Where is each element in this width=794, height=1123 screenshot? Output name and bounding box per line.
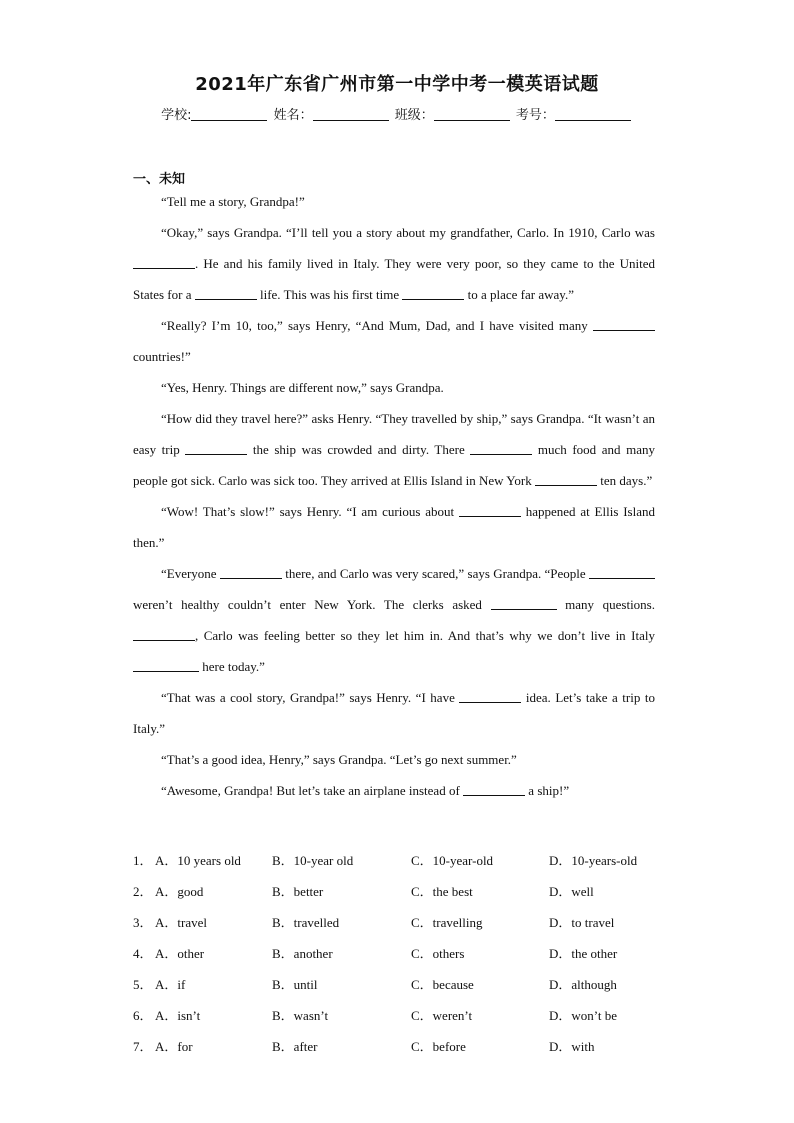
- passage-text: “Really? I’m 10, too,” says Henry, “And Mum, Dad, and I have visited many: [161, 318, 593, 333]
- option-b[interactable]: B．travelled: [272, 915, 340, 930]
- option-c[interactable]: C．others: [411, 946, 465, 961]
- passage-text: here today.”: [199, 659, 265, 674]
- answer-blank[interactable]: [459, 504, 521, 517]
- school-label: 学校:: [161, 108, 192, 123]
- option-a[interactable]: A．10 years old: [155, 853, 241, 868]
- passage-text: “Yes, Henry. Things are different now,” says Grandpa.: [161, 380, 444, 395]
- passage-paragraph: [133, 403, 655, 496]
- passage-paragraph: [133, 744, 655, 775]
- passage-text: to a place far away.”: [464, 287, 574, 302]
- option-d[interactable]: D．the other: [549, 946, 618, 961]
- passage-text: “Okay,” says Grandpa. “I’ll tell you a story about my grandfather, Carlo. In 1910, Carlo was: [161, 225, 655, 240]
- answer-blank[interactable]: [133, 659, 199, 672]
- option-row: [133, 875, 693, 906]
- passage-text: “Wow! That’s slow!” says Henry. “I am curious about: [161, 504, 459, 519]
- question-number: 2．: [133, 884, 153, 899]
- passage-text: “Everyone: [161, 566, 220, 581]
- passage-paragraph: [133, 186, 655, 217]
- option-a[interactable]: A．if: [155, 977, 186, 992]
- option-row: [133, 968, 693, 999]
- passage-text: many questions.: [556, 597, 655, 612]
- number-blank[interactable]: [555, 108, 631, 121]
- passage-text: . He and his family lived in Italy. They were very poor, so they came to the United States for a: [133, 256, 655, 302]
- passage-paragraph: [133, 372, 655, 403]
- option-a[interactable]: A．good: [155, 884, 204, 899]
- question-number: 1．: [133, 853, 153, 868]
- passage-text: “How did they travel here?” asks Henry. “They travelled by ship,” says Grandpa. “It wasn’t an easy trip: [133, 411, 655, 457]
- option-d[interactable]: D．although: [549, 977, 617, 992]
- option-a[interactable]: A．for: [155, 1039, 193, 1054]
- answer-blank[interactable]: [195, 287, 257, 300]
- option-row: [133, 906, 693, 937]
- option-d[interactable]: D．well: [549, 884, 594, 899]
- passage-text: countries!”: [133, 349, 191, 364]
- option-c[interactable]: C．because: [411, 977, 474, 992]
- passage-text: idea. Let’s take a trip to Italy.”: [133, 690, 655, 736]
- class-blank[interactable]: [434, 108, 510, 121]
- class-label: 班级：: [394, 108, 434, 123]
- option-b[interactable]: B．better: [272, 884, 324, 899]
- page-title: 2021年广东省广州市第一中学中考一模英语试题: [195, 74, 599, 95]
- answer-blank[interactable]: [535, 473, 597, 486]
- option-c[interactable]: C．weren’t: [411, 1008, 473, 1023]
- passage-paragraph: [133, 775, 655, 806]
- option-d[interactable]: D．won’t be: [549, 1008, 618, 1023]
- option-row: [133, 1030, 693, 1061]
- section-title: 一、未知: [133, 172, 186, 187]
- option-d[interactable]: D．10-years-old: [549, 853, 638, 868]
- passage-text: weren’t healthy couldn’t enter New York. The clerks asked: [133, 597, 491, 612]
- option-d[interactable]: D．with: [549, 1039, 595, 1054]
- answer-blank[interactable]: [589, 566, 655, 579]
- option-row: [133, 937, 693, 968]
- passage-text: “Tell me a story, Grandpa!”: [161, 194, 305, 209]
- option-b[interactable]: B．after: [272, 1039, 318, 1054]
- option-c[interactable]: C．travelling: [411, 915, 483, 930]
- option-c[interactable]: C．before: [411, 1039, 466, 1054]
- option-c[interactable]: C．the best: [411, 884, 473, 899]
- student-info-line: [0, 104, 794, 123]
- question-number: 6．: [133, 1008, 153, 1023]
- answer-blank[interactable]: [185, 442, 247, 455]
- question-number: 3．: [133, 915, 153, 930]
- answer-blank[interactable]: [220, 566, 282, 579]
- passage-text: “Awesome, Grandpa! But let’s take an airplane instead of: [161, 783, 464, 798]
- question-number: 7．: [133, 1039, 153, 1054]
- answer-blank[interactable]: [470, 442, 532, 455]
- passage-paragraph: [133, 217, 655, 310]
- passage-text: the ship was crowded and dirty. There: [247, 442, 471, 457]
- passage-text: “That was a cool story, Grandpa!” says Henry. “I have: [161, 690, 460, 705]
- passage-text: a ship!”: [525, 783, 570, 798]
- passage-text: much food and many people got sick. Carlo was sick too. They arrived at Ellis Island in New York: [133, 442, 655, 488]
- question-number: 4．: [133, 946, 153, 961]
- answer-blank[interactable]: [133, 628, 195, 641]
- answer-blank[interactable]: [593, 318, 655, 331]
- passage-paragraph: [133, 682, 655, 744]
- option-a[interactable]: A．travel: [155, 915, 207, 930]
- option-c[interactable]: C．10-year-old: [411, 853, 494, 868]
- passage-text: happened at Ellis Island then.”: [133, 504, 655, 550]
- school-blank[interactable]: [191, 108, 267, 121]
- number-label: 考号：: [515, 108, 555, 123]
- answer-blank[interactable]: [133, 256, 195, 269]
- passage-text: “That’s a good idea, Henry,” says Grandpa. “Let’s go next summer.”: [161, 752, 517, 767]
- option-row: [133, 844, 693, 875]
- option-b[interactable]: B．another: [272, 946, 333, 961]
- name-label: 姓名：: [273, 108, 313, 123]
- answer-blank[interactable]: [459, 690, 521, 703]
- passage-paragraph: [133, 496, 655, 558]
- question-number: 5．: [133, 977, 153, 992]
- option-b[interactable]: B．10-year old: [272, 853, 354, 868]
- passage-paragraph: [133, 558, 655, 682]
- option-d[interactable]: D．to travel: [549, 915, 615, 930]
- answer-blank[interactable]: [491, 597, 557, 610]
- option-row: [133, 999, 693, 1030]
- option-a[interactable]: A．other: [155, 946, 205, 961]
- answer-blank[interactable]: [402, 287, 464, 300]
- passage-text: ten days.”: [596, 473, 653, 488]
- option-b[interactable]: B．until: [272, 977, 318, 992]
- passage-text: there, and Carlo was very scared,” says Grandpa. “People: [281, 566, 589, 581]
- option-a[interactable]: A．isn’t: [155, 1008, 201, 1023]
- passage-text: life. This was his first time: [256, 287, 403, 302]
- passage-text: , Carlo was feeling better so they let him in. And that’s why we don’t live in Italy: [195, 628, 655, 643]
- passage-paragraph: [133, 310, 655, 372]
- options-list: [133, 844, 693, 1061]
- name-blank[interactable]: [313, 108, 389, 121]
- cloze-passage: [133, 186, 655, 806]
- option-b[interactable]: B．wasn’t: [272, 1008, 329, 1023]
- answer-blank[interactable]: [463, 783, 525, 796]
